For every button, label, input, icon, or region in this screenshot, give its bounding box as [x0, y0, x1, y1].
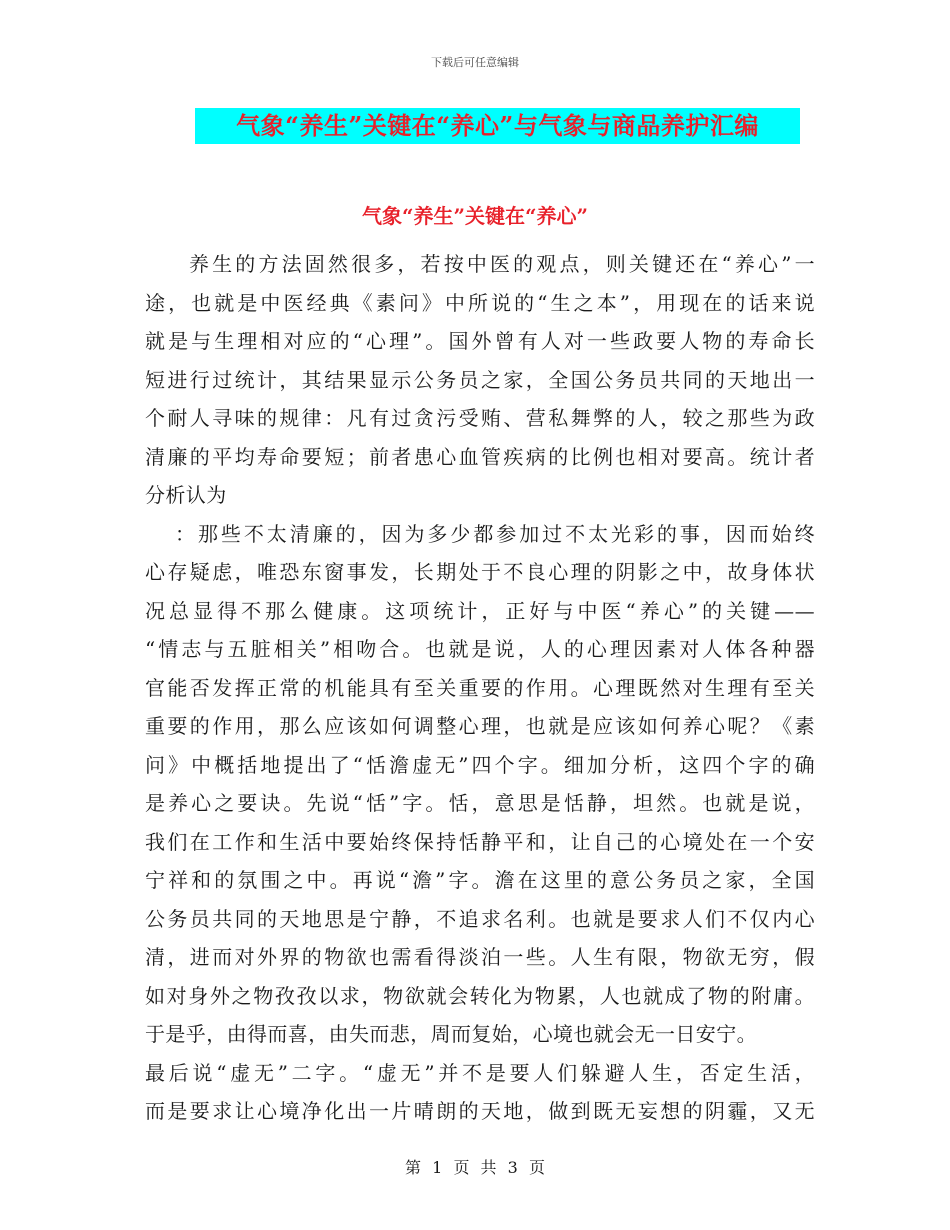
footer-total-prefix: 共 — [480, 1158, 497, 1177]
text-line: 个耐人寻味的规律：凡有过贪污受贿、营私舞弊的人，较之那些为政 — [145, 406, 815, 430]
text-line: 我们在工作和生活中要始终保持恬静平和，让自己的心境处在一个安 — [145, 829, 815, 854]
page-footer — [0, 1155, 950, 1178]
document-title-highlight — [195, 108, 800, 144]
footer-prefix: 第 — [405, 1158, 422, 1177]
text-line: 而是要求让心境净化出一片晴朗的天地，做到既无妄想的阴霾，又无 — [145, 1099, 815, 1123]
article-body — [145, 245, 815, 1131]
text-line: 是养心之要诀。先说“恬”字。恬，意思是恬静，坦然。也就是说， — [145, 791, 815, 815]
text-line: 清廉的平均寿命要短；前者患心血管疾病的比例也相对要高。统计者 — [145, 444, 815, 469]
text-line: 最后说“虚无”二字。“虚无”并不是要人们躲避人生，否定生活， — [145, 1060, 815, 1085]
footer-page-number: 1 — [432, 1158, 443, 1177]
text-line: ：那些不太清廉的，因为多少都参加过不太光彩的事，因而始终 — [175, 521, 815, 546]
text-line: 就是与生理相对应的“心理”。国外曾有人对一些政要人物的寿命长 — [145, 329, 815, 353]
footer-page-unit: 页 — [453, 1158, 470, 1177]
text-line: 短进行过统计，其结果显示公务员之家，全国公务员共同的天地出一 — [145, 367, 815, 392]
text-line: 如对身外之物孜孜以求，物欲就会转化为物累，人也就成了物的附庸。 — [145, 983, 815, 1008]
text-line: 重要的作用，那么应该如何调整心理，也就是应该如何养心呢？《素 — [145, 714, 815, 738]
text-line: 公务员共同的天地思是宁静，不追求名利。也就是要求人们不仅内心 — [145, 906, 815, 931]
section-title: 气象“养生”关键在“养心” — [361, 204, 588, 228]
text-line: “情志与五脏相关”相吻合。也就是说，人的心理因素对人体各种器 — [145, 637, 815, 661]
text-line: 心存疑虑，唯恐东窗事发，长期处于不良心理的阴影之中，故身体状 — [145, 560, 815, 584]
text-line: 宁祥和的氛围之中。再说“澹”字。澹在这里的意公务员之家，全国 — [145, 868, 815, 892]
footer-total-pages: 3 — [507, 1158, 518, 1177]
text-line: 况总显得不那么健康。这项统计，正好与中医“养心”的关键—— — [145, 598, 815, 623]
text-line: 途，也就是中医经典《素问》中所说的“生之本”，用现在的话来说 — [145, 290, 815, 315]
document-title: 气象“养生”关键在“养心”与气象与商品养护汇编 — [236, 111, 759, 140]
text-line: 官能否发挥正常的机能具有至关重要的作用。心理既然对生理有至关 — [145, 675, 815, 700]
text-line: 清，进而对外界的物欲也需看得淡泊一些。人生有限，物欲无穷，假 — [145, 945, 815, 969]
text-line: 问》中概括地提出了“恬澹虚无”四个字。细加分析，这四个字的确 — [145, 752, 815, 777]
header-note: 下载后可任意编辑 — [431, 56, 519, 69]
text-line: 分析认为 — [145, 483, 227, 507]
text-line: 养生的方法固然很多，若按中医的观点，则关键还在“养心”一 — [189, 252, 815, 276]
footer-total-unit: 页 — [528, 1158, 545, 1177]
text-line: 于是乎，由得而喜，由失而悲，周而复始，心境也就会无一日安宁。 — [145, 1022, 757, 1046]
